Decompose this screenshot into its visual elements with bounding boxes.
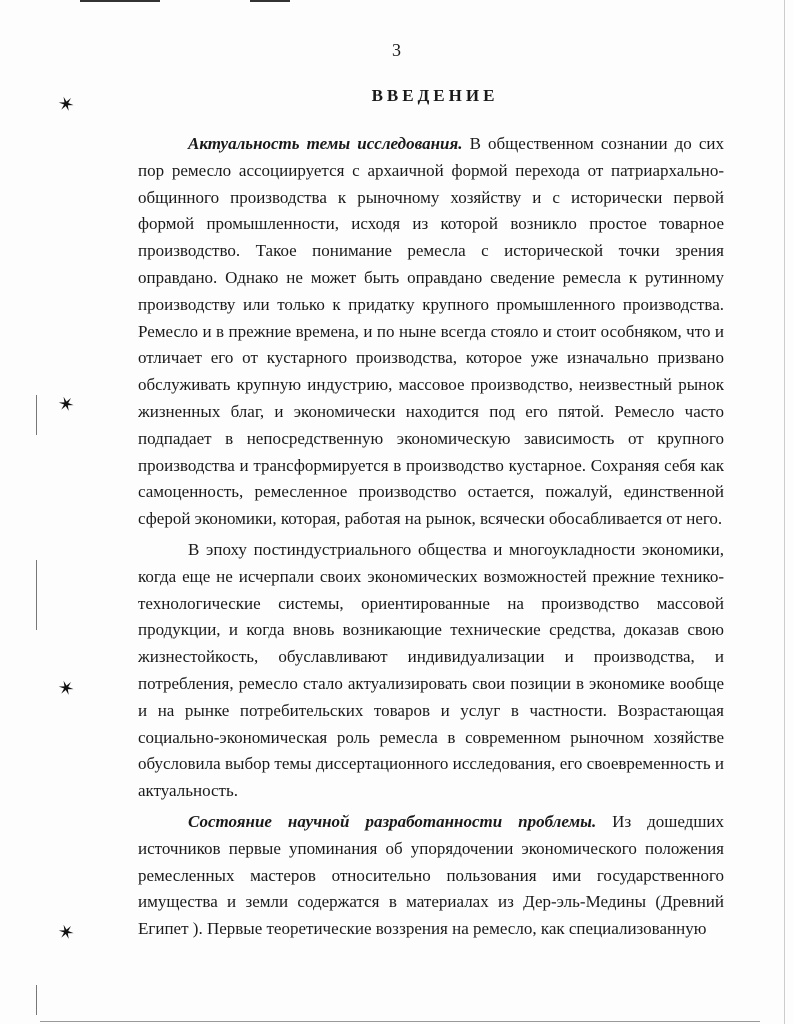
bottom-rule [40,1021,760,1022]
margin-star-icon: ✶ [54,919,79,947]
margin-star-icon: ✶ [54,91,79,119]
body-text [138,131,724,943]
paragraph-relevance [138,131,724,533]
section-heading: ВВЕДЕНИЕ [371,86,499,105]
paragraph-lead: Состояние научной разработанности проблемы. [188,811,597,831]
paragraph-postindustrial [138,537,724,805]
margin-star-icon: ✶ [54,391,79,419]
page-number: 3 [392,40,401,60]
paragraph-lead: Актуальность темы исследования. [188,134,463,153]
top-rule [80,0,160,2]
top-rule-secondary [250,0,290,2]
paragraph-text: В общественном сознании до сих пор ремесло ассоциируется с архаичной формой перехода от патриархально-общинного производства к рыночному хозяйству и с исторически первой формой промышленности, исходя из которой возникло простое товарное производство. Такое понимание ремесла с исторической точки зрения оправдано. Однако не может быть оправдано сведение ремесла к рутинному производству или только к придатку крупного промышленного производства. Ремесло и в прежние времена, и по ныне всегда стояло и стоит особняком, что и отличает его от кустарного производства, которое уже изначально призвано обслуживать крупную индустрию, массовое производство, неизвестный рынок жизненных благ, и экономически находится под его пятой. Ремесло часто подпадает в непосредственную экономическую зависимость от крупного производства и трансформируется в производство кустарное. Сохраняя себя как самоценность, ремесленное производство остается, пожалуй, единственной сферой экономики, которая, работая на рынок, всячески обосабливается от него. [138,134,724,529]
paragraph-text: Из дошедших источников первые упоминания об упорядочении экономического положения ремесленных мастеров относительно пользования ими государственного имущества и земли содержатся в материалах из Дер-эль-Медины (Древний Египет ). Первые теоретические воззрения на ремесло, как специализованную [138,811,725,939]
margin-line [36,985,37,1015]
margin-line [36,395,37,435]
paragraph-research-state [138,809,724,943]
page-edge [784,0,785,1024]
paragraph-text: В эпоху постиндустриального общества и многоукладности экономики, когда еще не исчерпали своих экономических возможностей прежние технико-технологические системы, ориентированные на производство массовой продукции, и когда вновь возникающие технические средства, доказав свою жизнестойкость, обуславливают индивидуализации и производства, и потребления, ремесло стало актуализировать свои позиции в экономике вообще и на рынке потребительских товаров и услуг в частности. Возрастающая социально-экономическая роль ремесла в современном рыночном хозяйстве обусловила выбор темы диссертационного исследования, его своевременность и актуальность. [138,539,724,801]
margin-star-icon: ✶ [54,675,79,703]
margin-line [36,560,37,630]
